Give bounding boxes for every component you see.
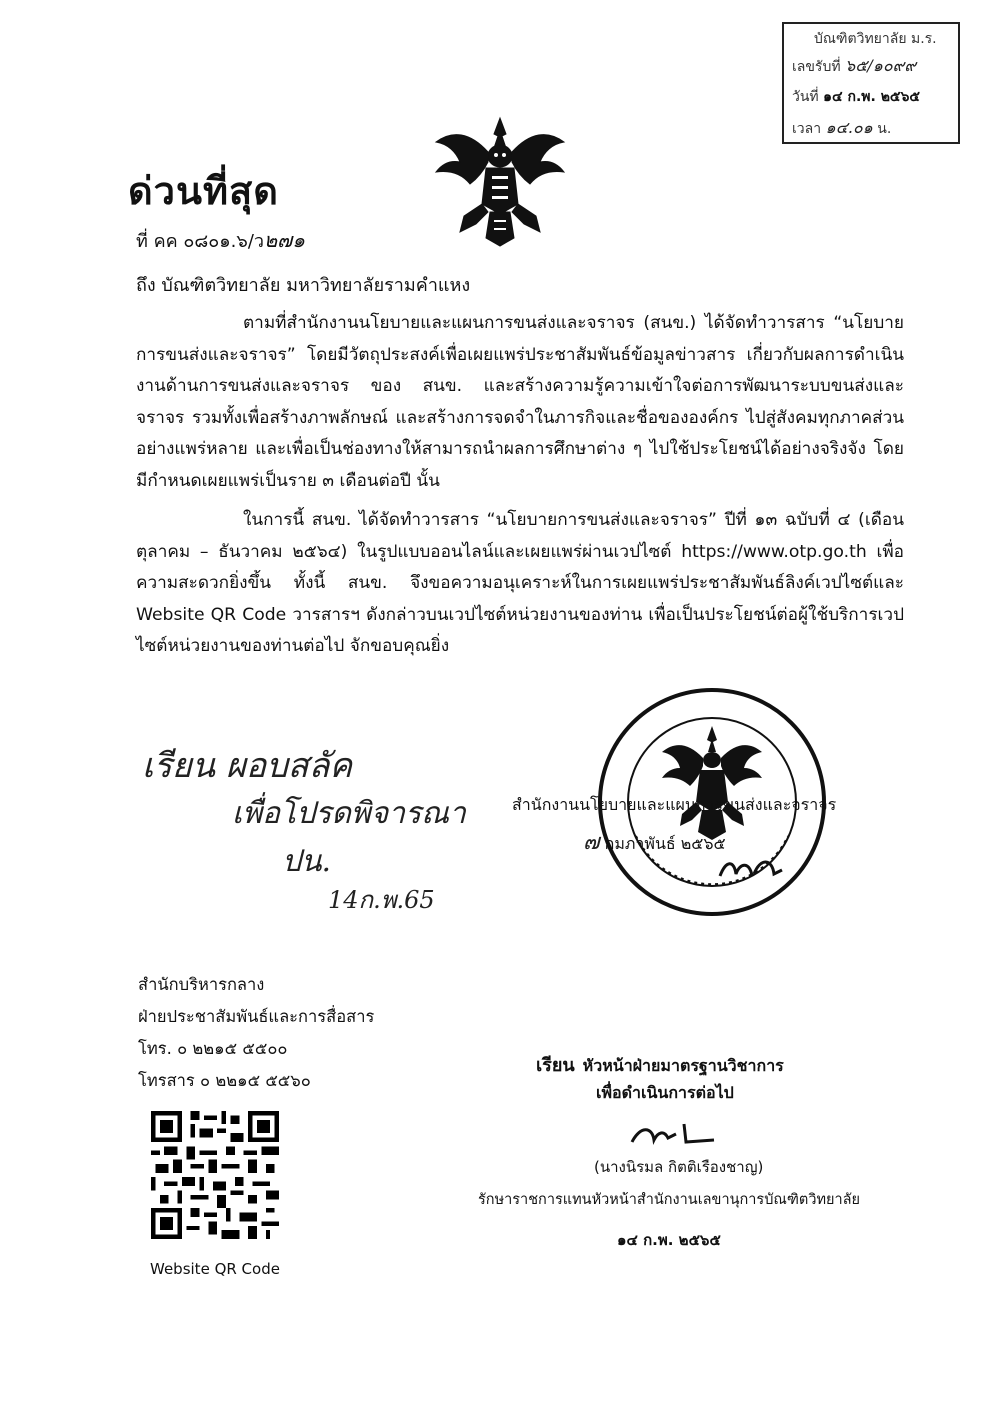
- sender-date: ๗ กุมภาพันธ์ ๒๕๖๕: [583, 830, 726, 855]
- memo-signer-name: (นางนิรมล กิตติเรืองชาญ): [594, 1158, 764, 1176]
- memo-date: ๑๔ ก.พ. ๒๕๖๕: [617, 1231, 721, 1249]
- recipient-line: ถึง บัณฑิตวิทยาลัย มหาวิทยาลัยรามคำแหง: [136, 275, 471, 296]
- stamp-time: เวลา ๑๔.๐๑ น.: [792, 118, 892, 137]
- handwritten-note-line3: ปน.: [282, 844, 332, 879]
- document-number: ที่ คค ๐๘๐๑.๖/ว๒๗๑: [136, 228, 305, 252]
- urgency-heading: ด่วนที่สุด: [128, 169, 279, 213]
- garuda-emblem-icon: [430, 112, 570, 252]
- contact-fax: โทรสาร ๐ ๒๒๑๕ ๕๕๖๐: [138, 1071, 311, 1090]
- qr-code-label: Website QR Code: [150, 1260, 280, 1278]
- memo-signer-title: รักษาราชการแทนหัวหน้าสำนักงานเลขานุการบัณฑิตวิทยาลัย: [478, 1192, 861, 1208]
- body-paragraph-1: ตามที่สำนักงานนโยบายและแผนการขนส่งและจราจร (สนข.) ได้จัดทำวารสาร “นโยบายการขนส่งและจราจร” โดยมีวัตถุประสงค์เพื่อเผยแพร่ประชาสัมพันธ์ข้อมูลข่าวสาร เกี่ยวกับผลการดำเนินงานด้านการขนส่งและจราจร ของ สนข. และสร้างความรู้ความเข้าใจต่อการพัฒนาระบบขนส่งและจราจร รวมทั้งเพื่อสร้างภาพลักษณ์ และสร้างการจดจำในภารกิจและชื่อขององค์กร ไปสู่สังคมทุกภาคส่วนอย่างแพร่หลาย และเพื่อเป็นช่องทางให้สามารถนำผลการศึกษาต่าง ๆ ไปใช้ประโยชน์ได้อย่างจริงจัง โดยมีกำหนดเผยแพร่เป็นราย ๓ เดือนต่อปี นั้น: [136, 313, 904, 491]
- memo-purpose: เพื่อดำเนินการต่อไป: [596, 1083, 734, 1102]
- handwritten-note-date: 14ก.พ.65: [328, 886, 435, 914]
- handwritten-note-line2: เพื่อโปรดพิจารณา: [232, 796, 466, 831]
- receiving-stamp: [782, 22, 960, 144]
- contact-division: สำนักบริหารกลาง: [138, 975, 265, 994]
- signature-mark: [716, 850, 786, 886]
- stamp-office: บัณฑิตวิทยาลัย ม.ร.: [814, 31, 937, 47]
- contact-section: ฝ่ายประชาสัมพันธ์และการสื่อสาร: [138, 1007, 375, 1026]
- memo-recipient: เรียน หัวหน้าฝ่ายมาตรฐานวิชาการ: [536, 1055, 784, 1076]
- body-paragraph-2: ในการนี้ สนข. ได้จัดทำวารสาร “นโยบายการขนส่งและจราจร” ปีที่ ๑๓ ฉบับที่ ๔ (เดือนตุลาคม – ธันวาคม ๒๕๖๔) ในรูปแบบออนไลน์และเผยแพร่ผ่านเวปไซต์ https://www.otp.go.th เพื่อความสะดวกยิ่งขึ้น ทั้งนี้ สนข. จึงขอความอนุเคราะห์ในการเผยแพร่ประชาสัมพันธ์ลิงค์เวปไซต์และ Website QR Code วารสารฯ ดังกล่าวบนเวปไซต์หน่วยงานของท่าน เพื่อเป็นประโยชน์ต่อผู้ใช้บริการเวปไซต์หน่วยงานของท่านต่อไป จักขอบคุณยิ่ง: [136, 510, 904, 656]
- stamp-number: เลขรับที่ ๖๕/๑๐๙๙: [792, 56, 917, 75]
- handwritten-note-line1: เรียน ผอบสลัค: [142, 746, 353, 786]
- stamp-date: วันที่ ๑๔ ก.พ. ๒๕๖๕: [792, 89, 921, 105]
- contact-phone: โทร. ๐ ๒๒๑๕ ๕๕๐๐: [138, 1039, 288, 1058]
- sender-office: สำนักงานนโยบายและแผนการขนส่งและจราจร: [512, 795, 837, 814]
- qr-code-icon[interactable]: [151, 1111, 279, 1239]
- memo-signature: [628, 1112, 728, 1152]
